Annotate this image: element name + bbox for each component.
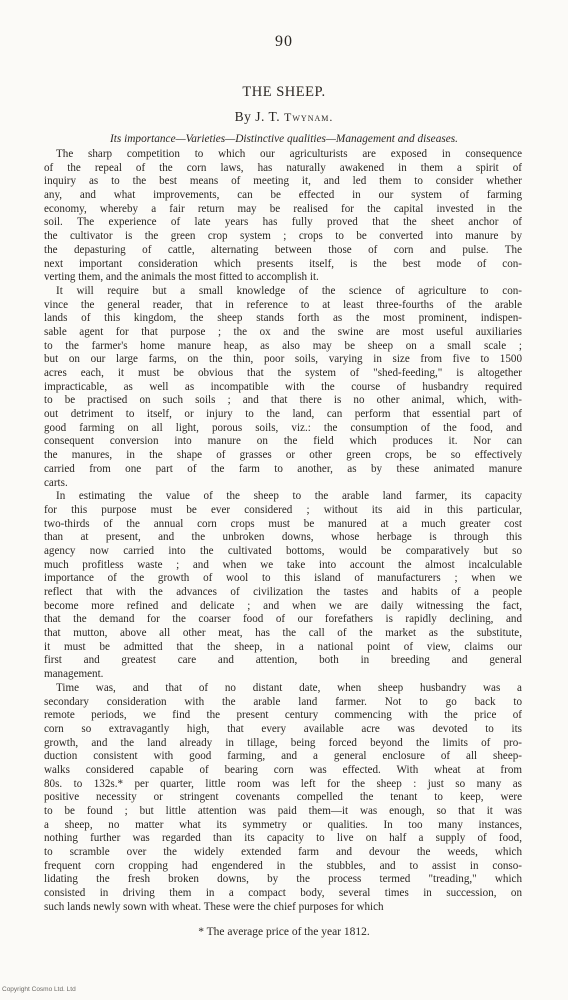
text-line: but on our large farms, on the thin, poor soils, varying in size from five to 1500 [44, 353, 522, 366]
page-number: 90 [275, 33, 293, 50]
text-line: soil. The experience of late years has fully proved that the sheet anchor of [44, 216, 522, 229]
byline [0, 109, 568, 125]
text-line: to scramble over the widely extended farm and devour the weeds, which [44, 846, 522, 859]
text-line: management. [44, 668, 104, 681]
text-line: positive necessity or stringent covenants compelled the tenant to keep, were [44, 791, 522, 804]
text-line: out detriment to itself, or injury to the land, can perform that essential part of [44, 408, 522, 421]
text-line: the depasturing of cattle, alternating between those of corn and pulse. The [44, 243, 522, 256]
text-line: 80s. to 132s.* per quarter, little room was left for the sheep : just so many as [44, 777, 522, 790]
paragraph [44, 285, 522, 490]
footnote: * The average price of the year 1812. [198, 926, 370, 938]
article-title: THE SHEEP. [242, 84, 326, 100]
text-line: lidating the fresh broken downs, by the process termed "treading," which [44, 873, 522, 886]
text-line: agency now carried into the cultivated bottoms, would be comparatively but so [44, 544, 522, 557]
text-line: Time was, and that of no distant date, when sheep husbandry was a [56, 681, 522, 694]
text-line: inquiry as to the best means of meeting it, and led them to consider whether [44, 175, 522, 188]
text-line: any, and what improvements, can be effected in our system of farming [44, 189, 522, 202]
text-line: become more refined and delicate ; and when we are daily witnessing the fact, [44, 599, 522, 612]
text-line: In estimating the value of the sheep to the arable land farmer, its capacity [56, 490, 522, 503]
text-line: growth, and the land already in tillage, being forced beyond the limits of pro- [44, 736, 522, 749]
text-line: impracticable, as well as incompatible with the course of husbandry required [44, 380, 522, 393]
text-line: two-thirds of the annual corn crops must be manured at a much greater cost [44, 517, 522, 530]
paragraph [44, 490, 522, 682]
text-line: sable agent for that purpose ; the ox and the swine are most useful auxiliaries [44, 325, 522, 338]
text-line: nothing further was regarded than its capacity to live on half a supply of food, [44, 832, 522, 845]
text-line: to be practised on such soils ; and that there is no other animal, which, with- [44, 394, 522, 407]
text-line: such lands newly sown with wheat. These were the chief purposes for which [44, 900, 384, 913]
text-line: the manures, in the shape of grasses or other green crops, be so effectively [44, 449, 522, 462]
text-line: of the repeal of the corn laws, has naturally awakened in them a spirit of [44, 161, 522, 174]
text-line: vince the general reader, that in reference to at least three-fourths of the arable [44, 298, 522, 311]
text-line: remote periods, we find the present century commencing with the price of [44, 709, 522, 722]
article-subtitle: Its importance—Varieties—Distinctive qualities—Management and diseases. [110, 133, 458, 145]
copyright-credit: Copyright Cosmo Ltd. Ltd [2, 986, 76, 993]
text-line: than at present, and the unbroken downs, whose herbage is through this [44, 531, 522, 544]
text-line: walks considered capable of bearing corn was effected. With wheat at from [44, 763, 522, 776]
author-name: Twynam. [284, 110, 334, 124]
text-line: that mutton, above all other meat, has the call of the market as the substitute, [44, 627, 522, 640]
text-line: consisted in driving them in a compact body, several times in succession, on [44, 887, 522, 900]
text-line: reflect that with the advances of civilization the tastes and habits of a people [44, 586, 522, 598]
paragraph [44, 148, 522, 285]
text-line: corn so extravagantly high, that every available acre was devoted to its [44, 722, 522, 735]
text-line: It will require but a small knowledge of the science of agriculture to con- [56, 284, 522, 297]
text-line: The sharp competition to which our agriculturists are exposed in consequence [56, 148, 522, 160]
text-line: secondary consideration with the arable land farmer. Not to go back to [44, 695, 522, 708]
text-line: importance of the growth of wool to this island of manufacturers ; when we [44, 572, 522, 585]
text-line: next important consideration which presents itself, is the best mode of con- [44, 257, 522, 270]
text-line: a sheep, no matter what its symmetry or qualities. In too many instances, [44, 818, 522, 831]
text-line: much profitless waste ; and when we take into account the almost incalculable [44, 558, 522, 571]
text-line: for this purpose must be ever considered ; without its aid in this particular, [44, 503, 522, 516]
paragraph [44, 682, 522, 915]
text-line: to be found ; but little attention was paid them—it was enough, so that it was [44, 805, 522, 817]
text-line: duction consistent with good farming, and a general enclosure of all sheep- [44, 750, 522, 763]
text-line: carts. [44, 476, 68, 489]
text-line: lands of this kingdom, the sheep stands forth as the most prominent, indispen- [44, 312, 522, 325]
text-line: economy, whereby a fair return may be realised for the capital invested in the [44, 202, 522, 215]
text-line: carried from one part of the farm to another, as by these animated manure [44, 462, 522, 475]
text-line: that the demand for the coarser food of our forefathers is rapidly declining, and [44, 613, 522, 626]
text-line: the cultivator is the green crop system ; crops to be converted into manure by [44, 230, 522, 243]
text-line: consequent conversion into manure on the field which produces it. Nor can [44, 435, 522, 448]
text-line: frequent corn cropping had engendered in the stubbles, and to assist in conso- [44, 859, 522, 872]
byline-prefix: By J. T. [234, 109, 285, 124]
text-line: good farming on all light, porous soils, viz.: the consumption of the food, and [44, 421, 522, 434]
text-line: it must be admitted that the sheep, in a national point of view, claims our [44, 640, 522, 653]
text-line: acres each, it must be obvious that the system of "shed-feeding," is altogether [44, 367, 522, 379]
text-line: verting them, and the animals the most fitted to accomplish it. [44, 271, 319, 284]
article-body [44, 148, 522, 915]
text-line: to the farmer's home manure heap, as also may be sheep on a small scale ; [44, 339, 522, 352]
text-line: first and greatest care and attention, both in breeding and general [44, 654, 522, 667]
